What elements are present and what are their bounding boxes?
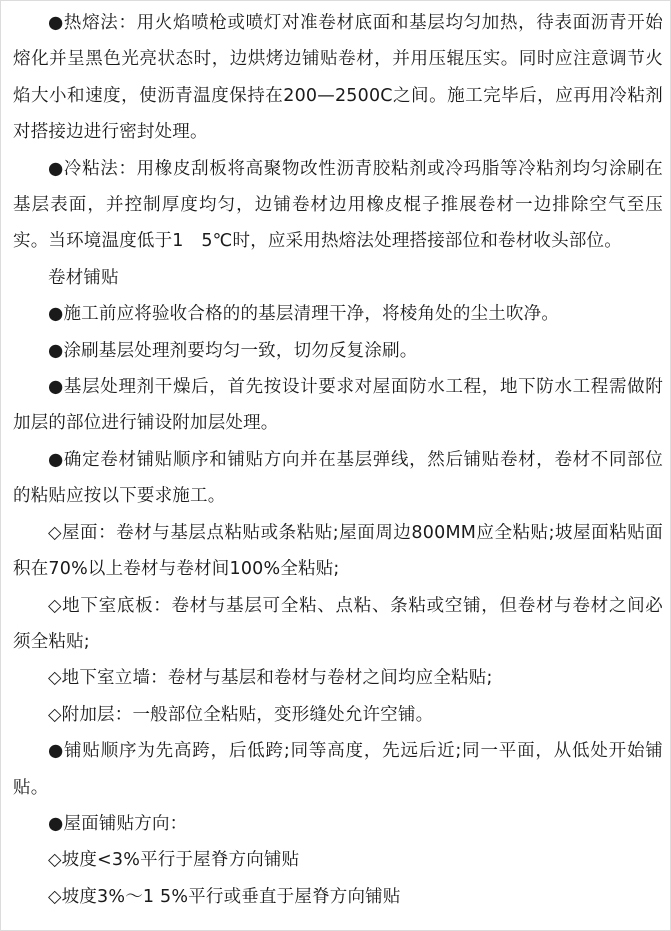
list-item-additional-layer: ◇附加层：一般部位全粘贴，变形缝处允许空铺。: [48, 704, 434, 725]
section-heading-membrane-laying: 卷材铺贴: [48, 267, 119, 288]
list-item-roof: ◇屋面：卷材与基层点粘贴或条粘贴;屋面周边800MM应全粘贴;坡屋面粘贴面积在70%以上卷材与卷材间100%全粘贴;: [13, 522, 663, 580]
paragraph-laying-order: ●确定卷材铺贴顺序和铺贴方向并在基层弹线，然后铺贴卷材，卷材不同部位的粘贴应按以下要求施工。: [13, 449, 663, 507]
paragraph-hot-melt-method: ●热熔法：用火焰喷枪或喷灯对准卷材底面和基层均匀加热，待表面沥青开始熔化并呈黑色光亮状态时，边烘烤边铺贴卷材，并用压辊压实。同时应注意调节火焰大小和速度，使沥青温度保持在200—2500C之间。施工完毕后，应再用冷粘剂对搭接边进行密封处理。: [13, 13, 663, 143]
paragraph-additional-layer: ●基层处理剂干燥后，首先按设计要求对屋面防水工程，地下防水工程需做附加层的部位进行铺设附加层处理。: [13, 377, 663, 434]
list-item-basement-wall: ◇地下室立墙：卷材与基层和卷材与卷材之间均应全粘贴;: [48, 668, 493, 689]
paragraph-cold-bond-method: ●冷粘法：用橡皮刮板将高聚物改性沥青胶粘剂或冷玛脂等冷粘剂均匀涂刷在基层表面，并控制厚度均匀，边铺卷材边用橡皮棍子推展卷材一边排除空气至压实。当环境温度低于1 5℃时，应采用热熔法处理搭接部位和卷材收头部位。: [13, 158, 663, 252]
paragraph-laying-sequence: ●铺贴顺序为先高跨，后低跨;同等高度，先远后近;同一平面，从低处开始铺贴。: [13, 741, 663, 798]
list-item-basement-floor: ◇地下室底板：卷材与基层可全粘、点粘、条粘或空铺，但卷材与卷材之间必须全粘贴;: [13, 595, 663, 652]
paragraph-clean-base: ●施工前应将验收合格的的基层清理干净，将棱角处的尘土吹净。: [48, 304, 560, 325]
list-item-slope-under-3: ◇坡度<3%平行于屋脊方向铺贴: [48, 850, 300, 871]
paragraph-roof-direction: ●屋面铺贴方向：: [48, 813, 188, 834]
document-body: [13, 5, 663, 915]
paragraph-primer-coating: ●涂刷基层处理剂要均匀一致，切勿反复涂刷。: [48, 340, 418, 361]
list-item-slope-3-to-15: ◇坡度3%～1 5%平行或垂直于屋脊方向铺贴: [48, 886, 401, 907]
